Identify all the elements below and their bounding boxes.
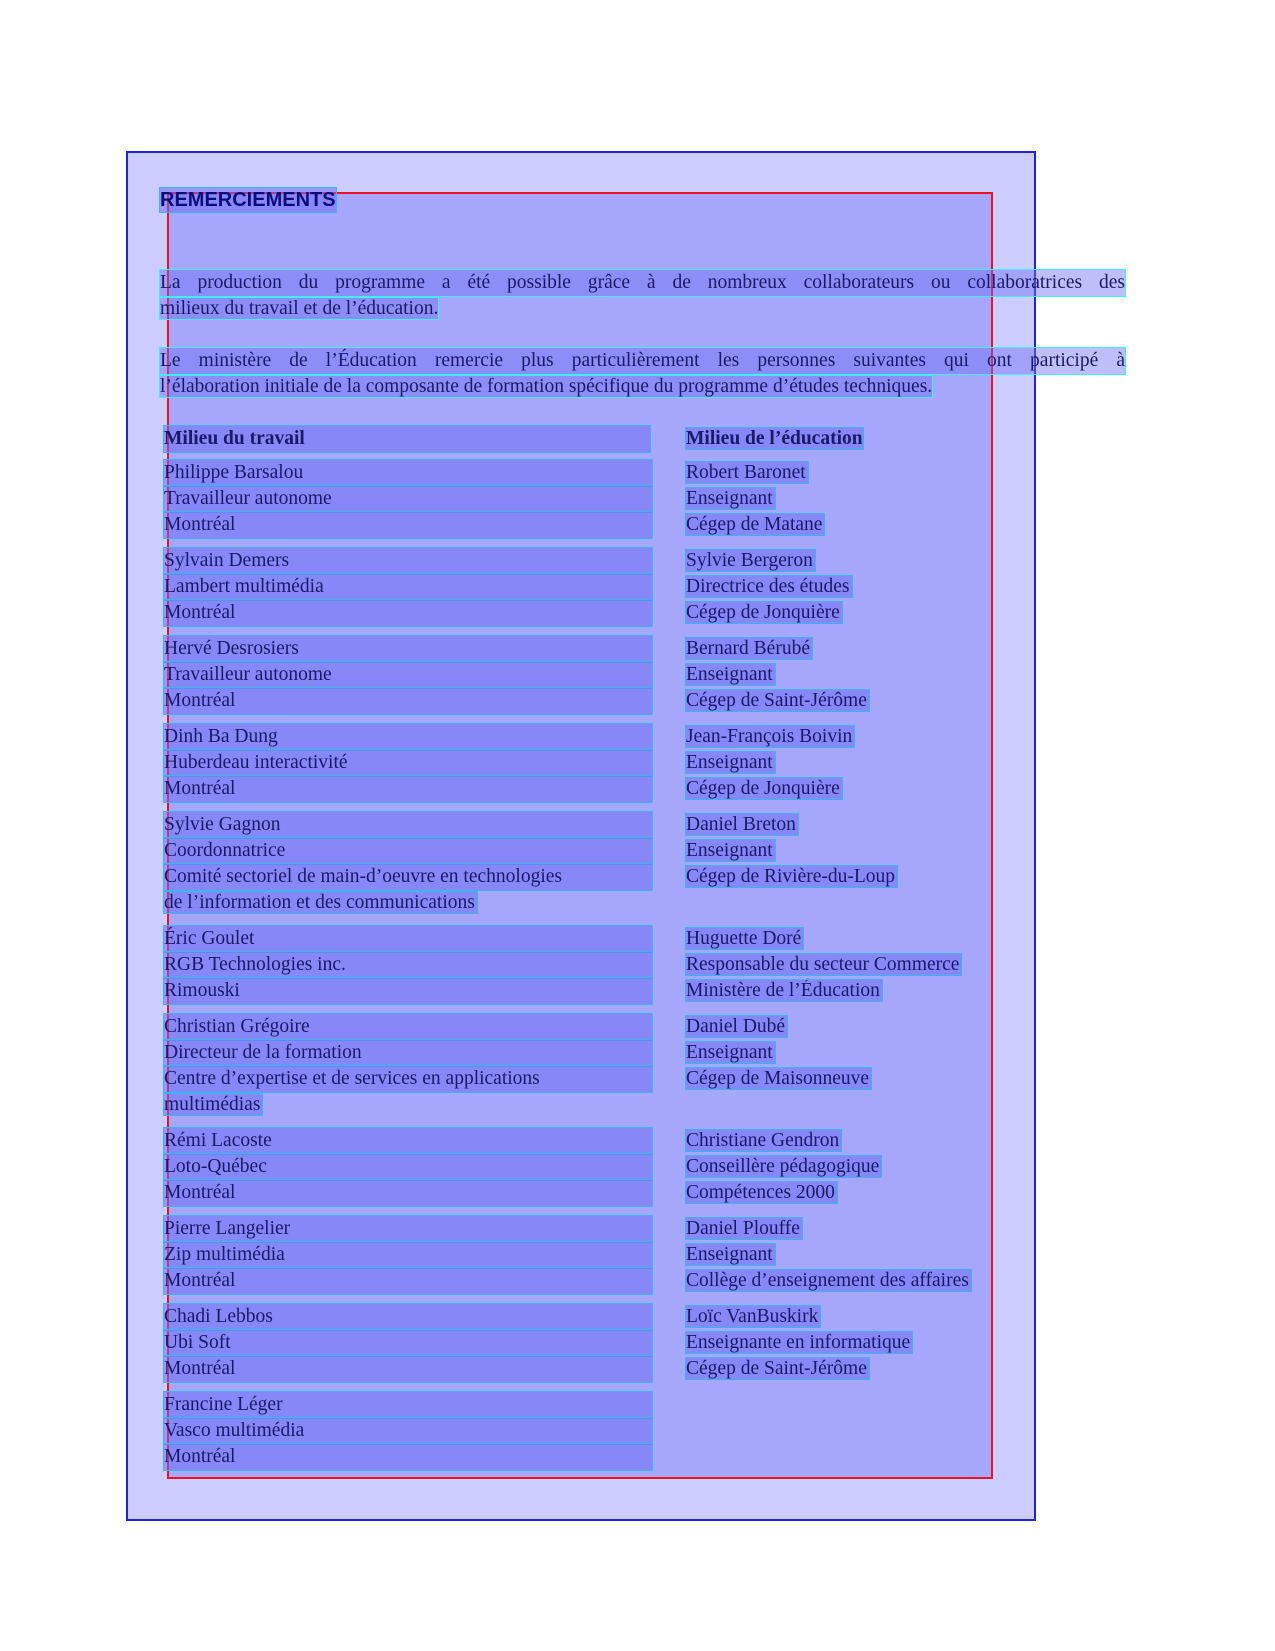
- work-entry-text: Francine Léger: [164, 1392, 652, 1418]
- work-entry-line: [164, 486, 654, 512]
- work-entry: [164, 1304, 654, 1382]
- work-column-heading-text: Milieu du travail: [164, 426, 650, 452]
- work-entry-text: RGB Technologies inc.: [164, 952, 652, 978]
- work-entry-text: Sylvie Gagnon: [164, 812, 652, 838]
- education-entry-text: Cégep de Saint-Jérôme: [686, 690, 867, 711]
- work-entry-text: Directeur de la formation: [164, 1040, 652, 1066]
- work-entry-text: Montréal: [164, 1356, 652, 1382]
- education-entry-line: [686, 600, 1126, 626]
- work-entry-line: [164, 1128, 654, 1154]
- intro-paragraph-2-line-2-text: l’élaboration initiale de la composante de formation spécifique du programme d’études techniques.: [160, 376, 933, 397]
- page-title: REMERCIEMENTS: [160, 189, 336, 211]
- work-entry-text: de l’information et des communications: [164, 892, 475, 913]
- education-entry-line: [686, 1216, 1126, 1242]
- work-entry-line: [164, 662, 654, 688]
- work-entry-text: Montréal: [164, 1444, 652, 1470]
- education-entry-line: [686, 838, 1126, 864]
- education-entry-text: Robert Baronet: [686, 462, 806, 483]
- work-entry-line: [164, 1356, 654, 1382]
- work-entry-line: [164, 688, 654, 714]
- education-entry-line: [686, 548, 1126, 574]
- work-entry-text: Huberdeau interactivité: [164, 750, 652, 776]
- education-entry-text: Enseignant: [686, 664, 773, 685]
- document-content: [160, 188, 1125, 1467]
- education-entry-text: Enseignant: [686, 752, 773, 773]
- education-entry-text: Enseignant: [686, 840, 773, 861]
- work-entry: [164, 636, 654, 714]
- work-entry: [164, 1128, 654, 1206]
- work-entry-text: Hervé Desrosiers: [164, 636, 652, 662]
- work-entry-text: Éric Goulet: [164, 926, 652, 952]
- education-entry: [686, 1304, 1126, 1382]
- work-entry: [164, 1392, 654, 1470]
- education-entry-line: [686, 512, 1126, 538]
- education-entry-text: Huguette Doré: [686, 928, 802, 949]
- work-entry-line: [164, 978, 654, 1004]
- education-entry: [686, 460, 1126, 538]
- education-entry-line: [686, 1128, 1126, 1154]
- work-entry-line: [164, 1066, 654, 1092]
- education-entry-line: [686, 776, 1126, 802]
- work-entry-text: Philippe Barsalou: [164, 460, 652, 486]
- work-entry-text: Christian Grégoire: [164, 1014, 652, 1040]
- work-entry: [164, 926, 654, 1004]
- work-column-heading: [164, 426, 654, 452]
- work-entry-line: [164, 600, 654, 626]
- education-entry-line: [686, 890, 1126, 916]
- education-entry-text: Enseignante en informatique: [686, 1332, 911, 1353]
- education-entry-text: Cégep de Jonquière: [686, 778, 840, 799]
- education-entry-text: Cégep de Saint-Jérôme: [686, 1358, 867, 1379]
- work-entry-line: [164, 1154, 654, 1180]
- education-entry-text: Loïc VanBuskirk: [686, 1306, 819, 1327]
- education-entry-line: [686, 486, 1126, 512]
- education-entry-text: Jean-François Boivin: [686, 726, 853, 747]
- education-entry-line: [686, 1040, 1126, 1066]
- education-entry: [686, 1014, 1126, 1118]
- education-entry-text: Cégep de Rivière-du-Loup: [686, 866, 896, 887]
- work-entry-line: [164, 952, 654, 978]
- work-entry-text: Montréal: [164, 1180, 652, 1206]
- education-entry: [686, 926, 1126, 1004]
- work-entry-line: [164, 1418, 654, 1444]
- education-entry-line: [686, 750, 1126, 776]
- work-entry: [164, 548, 654, 626]
- work-entry-line: [164, 1268, 654, 1294]
- intro-paragraph-1: [160, 270, 1125, 322]
- education-entry-line: [686, 662, 1126, 688]
- education-entry-line: [686, 812, 1126, 838]
- education-entry-line: [686, 1356, 1126, 1382]
- work-entry: [164, 724, 654, 802]
- work-entry-text: Montréal: [164, 600, 652, 626]
- intro-paragraph-1-line-2: [160, 296, 1125, 322]
- intro-paragraph-2-line-2: [160, 374, 1125, 400]
- education-entry-text: Collège d’enseignement des affaires: [686, 1270, 969, 1291]
- work-entry-text: Vasco multimédia: [164, 1418, 652, 1444]
- education-entry: [686, 548, 1126, 626]
- education-entry-text: Cégep de Matane: [686, 514, 823, 535]
- education-entry-text: Enseignant: [686, 1042, 773, 1063]
- education-entry-line: [686, 864, 1126, 890]
- work-entry-text: Dinh Ba Dung: [164, 724, 652, 750]
- work-entry-text: Sylvain Demers: [164, 548, 652, 574]
- education-entry-text: Sylvie Bergeron: [686, 550, 813, 571]
- work-entry-line: [164, 636, 654, 662]
- education-entry-text: Daniel Breton: [686, 814, 796, 835]
- work-entry: [164, 812, 654, 916]
- education-entry: [686, 724, 1126, 802]
- education-entry-line: [686, 724, 1126, 750]
- work-entry-text: Rémi Lacoste: [164, 1128, 652, 1154]
- work-column: [164, 426, 654, 1480]
- education-entry-text: Conseillère pédagogique: [686, 1156, 880, 1177]
- education-list: [686, 460, 1126, 1382]
- work-entry-line: [164, 1392, 654, 1418]
- education-entry-line: [686, 1014, 1126, 1040]
- work-list: [164, 460, 654, 1470]
- work-entry-line: [164, 724, 654, 750]
- intro-paragraph-2: [160, 348, 1125, 400]
- intro-paragraph-2-line-1: Le ministère de l’Éducation remercie plus particulièrement les personnes suivantes qui ont participé à: [160, 348, 1125, 374]
- work-entry-text: Montréal: [164, 688, 652, 714]
- work-entry-text: Zip multimédia: [164, 1242, 652, 1268]
- work-entry-line: [164, 1216, 654, 1242]
- education-entry-line: [686, 1268, 1126, 1294]
- work-entry-text: Travailleur autonome: [164, 486, 652, 512]
- education-entry-line: [686, 1092, 1126, 1118]
- education-entry-line: [686, 688, 1126, 714]
- education-entry-line: [686, 636, 1126, 662]
- work-entry-text: Comité sectoriel de main-d’oeuvre en technologies: [164, 864, 652, 890]
- work-entry-line: [164, 1304, 654, 1330]
- work-entry-line: [164, 776, 654, 802]
- work-entry-text: Lambert multimédia: [164, 574, 652, 600]
- education-entry-line: [686, 952, 1126, 978]
- work-entry-line: [164, 838, 654, 864]
- work-entry-line: [164, 460, 654, 486]
- work-entry-line: [164, 1180, 654, 1206]
- work-entry-text: Montréal: [164, 776, 652, 802]
- work-entry-line: [164, 1092, 654, 1118]
- education-entry-text: Directrice des études: [686, 576, 850, 597]
- work-entry-line: [164, 1014, 654, 1040]
- education-column-heading: [686, 426, 1126, 452]
- education-entry-line: [686, 574, 1126, 600]
- intro-paragraph-1-line-1: La production du programme a été possible grâce à de nombreux collaborateurs ou collaboratrices des: [160, 270, 1125, 296]
- work-entry-line: [164, 812, 654, 838]
- work-entry-text: Coordonnatrice: [164, 838, 652, 864]
- education-entry-text: Bernard Bérubé: [686, 638, 810, 659]
- work-entry-text: Travailleur autonome: [164, 662, 652, 688]
- education-entry-text: Enseignant: [686, 1244, 773, 1265]
- education-entry: [686, 812, 1126, 916]
- work-entry: [164, 1014, 654, 1118]
- education-entry-line: [686, 1304, 1126, 1330]
- work-entry-line: [164, 548, 654, 574]
- work-entry-line: [164, 574, 654, 600]
- work-entry-line: [164, 1444, 654, 1470]
- work-entry-text: Pierre Langelier: [164, 1216, 652, 1242]
- education-entry-line: [686, 1180, 1126, 1206]
- education-entry-text: Christiane Gendron: [686, 1130, 840, 1151]
- education-entry: [686, 636, 1126, 714]
- work-entry-text: Montréal: [164, 512, 652, 538]
- work-entry-line: [164, 864, 654, 890]
- work-entry: [164, 460, 654, 538]
- work-entry-line: [164, 890, 654, 916]
- education-column-heading-text: Milieu de l’éducation: [686, 428, 863, 449]
- work-entry-text: Centre d’expertise et de services en applications: [164, 1066, 652, 1092]
- education-entry-line: [686, 460, 1126, 486]
- education-column: [686, 426, 1126, 1392]
- education-entry-text: Cégep de Jonquière: [686, 602, 840, 623]
- education-entry-text: [686, 1094, 688, 1115]
- education-entry-text: Compétences 2000: [686, 1182, 835, 1203]
- education-entry-text: Daniel Plouffe: [686, 1218, 800, 1239]
- intro-paragraph-1-line-2-text: milieux du travail et de l’éducation.: [160, 298, 439, 319]
- education-entry-text: Responsable du secteur Commerce: [686, 954, 960, 975]
- work-entry-text: multimédias: [164, 1094, 261, 1115]
- education-entry-line: [686, 1242, 1126, 1268]
- work-entry-line: [164, 1242, 654, 1268]
- work-entry-line: [164, 512, 654, 538]
- education-entry-text: Ministère de l’Éducation: [686, 980, 880, 1001]
- work-entry: [164, 1216, 654, 1294]
- education-entry: [686, 1216, 1126, 1294]
- work-entry-line: [164, 1330, 654, 1356]
- education-entry-line: [686, 926, 1126, 952]
- education-entry-text: Enseignant: [686, 488, 773, 509]
- work-entry-text: Chadi Lebbos: [164, 1304, 652, 1330]
- work-entry-text: Loto-Québec: [164, 1154, 652, 1180]
- education-entry: [686, 1128, 1126, 1206]
- work-entry-text: Rimouski: [164, 978, 652, 1004]
- work-entry-text: Ubi Soft: [164, 1330, 652, 1356]
- education-entry-text: Daniel Dubé: [686, 1016, 786, 1037]
- work-entry-line: [164, 1040, 654, 1066]
- work-entry-line: [164, 926, 654, 952]
- education-entry-line: [686, 1066, 1126, 1092]
- work-entry-line: [164, 750, 654, 776]
- education-entry-line: [686, 1154, 1126, 1180]
- education-entry-line: [686, 978, 1126, 1004]
- work-entry-text: Montréal: [164, 1268, 652, 1294]
- education-entry-text: [686, 892, 688, 913]
- education-entry-line: [686, 1330, 1126, 1356]
- education-entry-text: Cégep de Maisonneuve: [686, 1068, 870, 1089]
